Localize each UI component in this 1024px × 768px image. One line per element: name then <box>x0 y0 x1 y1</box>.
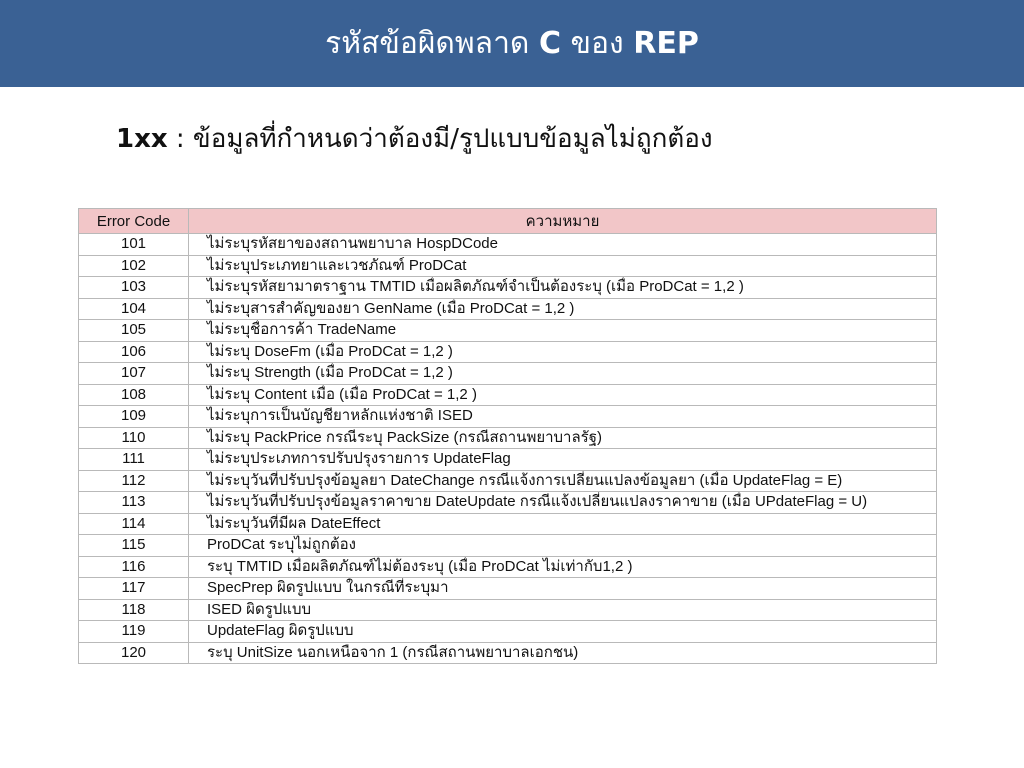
meaning-cell: ไม่ระบุ DoseFm (เมื่อ ProDCat = 1,2 ) <box>189 341 937 363</box>
error-code-cell: 101 <box>79 234 189 256</box>
error-code-cell: 110 <box>79 427 189 449</box>
table-row <box>79 255 937 277</box>
title-rep: REP <box>633 26 699 61</box>
error-code-cell: 107 <box>79 363 189 385</box>
meaning-cell: ระบุ TMTID เมื่อผลิตภัณฑ์ไม่ต้องระบุ (เมื่อ ProDCat ไม่เท่ากับ1,2 ) <box>189 556 937 578</box>
subtitle-code: 1xx <box>116 124 168 154</box>
meaning-cell: ISED ผิดรูปแบบ <box>189 599 937 621</box>
meaning-cell: ProDCat ระบุไม่ถูกต้อง <box>189 535 937 557</box>
header-error-code: Error Code <box>79 209 189 234</box>
meaning-cell: ไม่ระบุชื่อการค้า TradeName <box>189 320 937 342</box>
meaning-cell: ไม่ระบุการเป็นบัญชียาหลักแห่งชาติ ISED <box>189 406 937 428</box>
header-meaning: ความหมาย <box>189 209 937 234</box>
meaning-cell: ไม่ระบุวันที่ปรับปรุงข้อมูลยา DateChange กรณีแจ้งการเปลี่ยนแปลงข้อมูลยา (เมื่อ UpdateFlag = E) <box>189 470 937 492</box>
table-header-row <box>79 209 937 234</box>
error-code-cell: 116 <box>79 556 189 578</box>
title-prefix: รหัสข้อผิดพลาด <box>325 26 530 61</box>
meaning-cell: UpdateFlag ผิดรูปแบบ <box>189 621 937 643</box>
error-code-cell: 103 <box>79 277 189 299</box>
error-code-cell: 106 <box>79 341 189 363</box>
error-code-cell: 112 <box>79 470 189 492</box>
meaning-cell: ไม่ระบุวันที่มีผล DateEffect <box>189 513 937 535</box>
table-row <box>79 298 937 320</box>
error-code-table-container <box>78 208 936 664</box>
error-code-cell: 114 <box>79 513 189 535</box>
error-code-cell: 115 <box>79 535 189 557</box>
error-code-cell: 111 <box>79 449 189 471</box>
error-code-cell: 117 <box>79 578 189 600</box>
error-code-cell: 105 <box>79 320 189 342</box>
section-subtitle <box>116 118 713 159</box>
table-row <box>79 470 937 492</box>
error-code-cell: 109 <box>79 406 189 428</box>
table-row <box>79 556 937 578</box>
meaning-cell: ไม่ระบุ Content เมื่อ (เมื่อ ProDCat = 1,2 ) <box>189 384 937 406</box>
table-body <box>79 234 937 664</box>
table-row <box>79 513 937 535</box>
table-row <box>79 599 937 621</box>
table-row <box>79 406 937 428</box>
meaning-cell: ไม่ระบุประเภทยาและเวชภัณฑ์ ProDCat <box>189 255 937 277</box>
error-code-cell: 104 <box>79 298 189 320</box>
meaning-cell: ไม่ระบุรหัสยาของสถานพยาบาล HospDCode <box>189 234 937 256</box>
meaning-cell: ระบุ UnitSize นอกเหนือจาก 1 (กรณีสถานพยาบาลเอกชน) <box>189 642 937 664</box>
error-code-table <box>78 208 937 664</box>
meaning-cell: ไม่ระบุสารสำคัญของยา GenName (เมื่อ ProDCat = 1,2 ) <box>189 298 937 320</box>
table-row <box>79 621 937 643</box>
table-row <box>79 578 937 600</box>
error-code-cell: 119 <box>79 621 189 643</box>
error-code-cell: 113 <box>79 492 189 514</box>
title-banner <box>0 0 1024 87</box>
table-row <box>79 642 937 664</box>
meaning-cell: ไม่ระบุประเภทการปรับปรุงรายการ UpdateFlag <box>189 449 937 471</box>
error-code-cell: 118 <box>79 599 189 621</box>
table-row <box>79 341 937 363</box>
error-code-cell: 102 <box>79 255 189 277</box>
table-row <box>79 492 937 514</box>
meaning-cell: SpecPrep ผิดรูปแบบ ในกรณีที่ระบุมา <box>189 578 937 600</box>
table-row <box>79 320 937 342</box>
table-row <box>79 363 937 385</box>
table-row <box>79 384 937 406</box>
table-row <box>79 427 937 449</box>
table-row <box>79 449 937 471</box>
meaning-cell: ไม่ระบุวันที่ปรับปรุงข้อมูลราคาขาย DateUpdate กรณีแจ้งเปลี่ยนแปลงราคาขาย (เมื่อ UPdateFlag = U) <box>189 492 937 514</box>
slide-title <box>325 20 699 67</box>
table-row <box>79 277 937 299</box>
meaning-cell: ไม่ระบุ PackPrice กรณีระบุ PackSize (กรณีสถานพยาบาลรัฐ) <box>189 427 937 449</box>
table-row <box>79 234 937 256</box>
meaning-cell: ไม่ระบุ Strength (เมื่อ ProDCat = 1,2 ) <box>189 363 937 385</box>
error-code-cell: 120 <box>79 642 189 664</box>
subtitle-text: : ข้อมูลที่กำหนดว่าต้องมี/รูปแบบข้อมูลไม่ถูกต้อง <box>167 124 713 154</box>
error-code-cell: 108 <box>79 384 189 406</box>
title-c: C <box>538 26 561 61</box>
meaning-cell: ไม่ระบุรหัสยามาตราฐาน TMTID เมื่อผลิตภัณฑ์จำเป็นต้องระบุ (เมื่อ ProDCat = 1,2 ) <box>189 277 937 299</box>
table-row <box>79 535 937 557</box>
title-mid: ของ <box>570 26 624 61</box>
